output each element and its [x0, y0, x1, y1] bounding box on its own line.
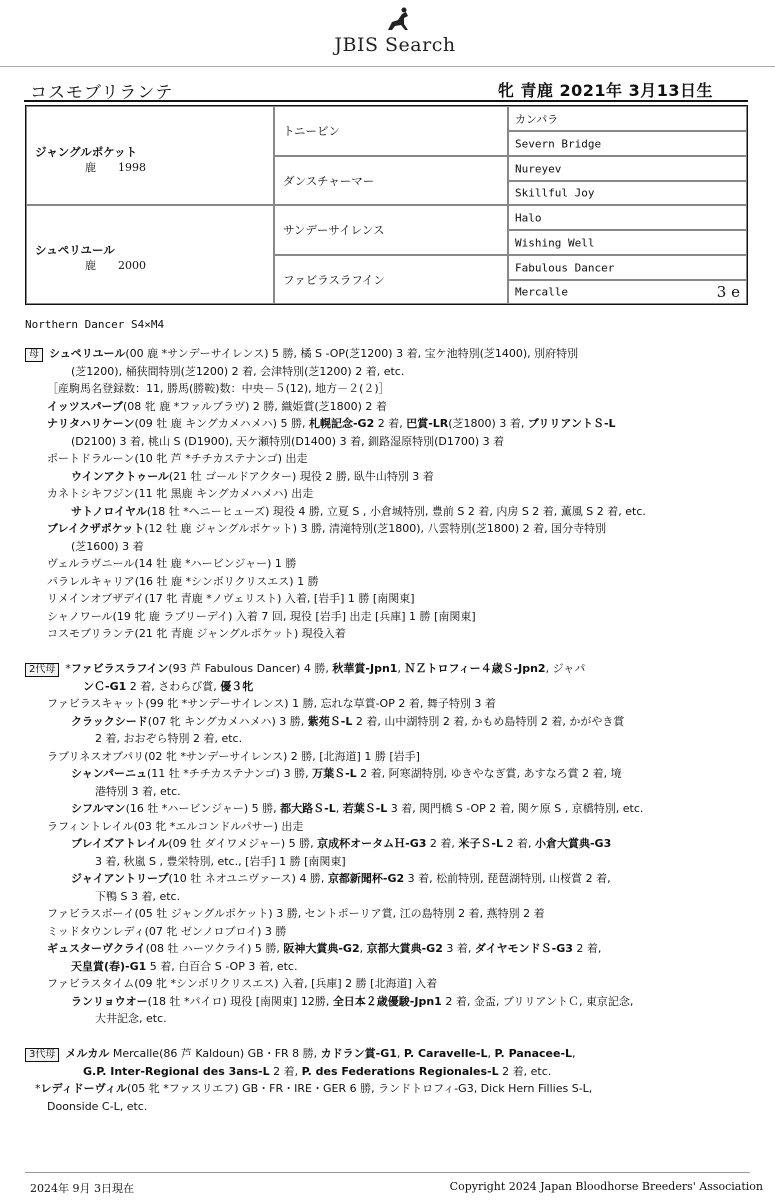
record-text: (18 牡 *ヘニーヒューズ) 現役 4 勝, 立夏 S , 小倉城特別, 豊前 S 2 着, 内房 S 2 着, 薫風 S 2 着, etc.	[146, 504, 646, 518]
site-header	[0, 0, 775, 72]
record-text: カネトシキフジン(11 牝 黒鹿 キングカメハメハ) 出走	[47, 487, 314, 500]
horse-link[interactable]: メルカル	[65, 1047, 110, 1060]
record-text: (芝1600) 3 着	[71, 539, 144, 553]
pedigree-gen2-cell[interactable]	[274, 255, 508, 304]
record-line	[25, 800, 750, 818]
gen2-name: サンデーサイレンス	[283, 223, 385, 237]
record-line	[25, 363, 750, 381]
record-text: Doonside C-L, etc.	[47, 1099, 148, 1113]
gen3-name: Mercalle	[515, 285, 568, 299]
record-text: 下鴨 S 3 着, etc.	[95, 889, 181, 903]
record-text: , ジャパ	[545, 662, 586, 675]
generation-tag: 3代母	[25, 1048, 59, 1062]
record-text: 2 着, 金盃, ブリリアントＣ, 東京記念,	[441, 994, 634, 1008]
pedigree-gen2-cell[interactable]	[274, 156, 508, 205]
record-text: 3 着, 秋嵐 S , 豊栄特別, etc., [岩手] 1 勝 [南関東]	[95, 854, 346, 868]
record-line	[25, 660, 750, 678]
family-number: 3 e	[716, 283, 740, 301]
record-text: *	[35, 1082, 41, 1095]
record-line	[25, 783, 750, 801]
record-text: ［産駒馬名登録数：11, 勝馬(勝鞍)数：中央－５(12), 地方－２(２)］	[47, 382, 390, 395]
pedigree-sire-cell[interactable]	[26, 106, 274, 205]
jbis-logo[interactable]	[330, 6, 460, 62]
record-line	[25, 975, 750, 993]
gen3-name: Skillful Joy	[515, 186, 595, 200]
record-text: ファビラスボーイ(05 牡 ジャングルポケット) 3 勝, セントポーリア賞, 江の島特別 2 着, 燕特別 2 着	[47, 907, 545, 920]
section-gap	[25, 1028, 750, 1046]
horse-link[interactable]: 全日本２歳優駿-Jpn1	[332, 994, 442, 1008]
record-line	[25, 398, 750, 416]
section-gap	[25, 643, 750, 661]
record-text: ,	[335, 802, 343, 815]
horse-link[interactable]: 天皇賞(春)-G1	[71, 959, 147, 973]
record-line	[25, 590, 750, 608]
record-text: 2 着,	[269, 1064, 302, 1078]
horse-link[interactable]: シャンパーニュ	[71, 767, 148, 780]
horse-link[interactable]: 札幌記念-G2	[308, 417, 375, 430]
record-line	[25, 345, 750, 363]
record-line	[25, 958, 750, 976]
gen3-name: Fabulous Dancer	[515, 261, 615, 274]
gen2-name: ファビラスラフイン	[283, 272, 385, 287]
horse-link[interactable]: 都大路Ｓ-L	[280, 802, 336, 815]
horse-link[interactable]: クラックシード	[71, 714, 148, 728]
record-text: ファビラスタイム(09 牝 *シンボリクリスエス) 入着, [兵庫] 2 勝 [北海道] 入着	[47, 977, 438, 990]
horse-link[interactable]: ファビラスラフイン	[70, 662, 169, 675]
horse-link[interactable]: P. Caravelle-L	[403, 1047, 488, 1060]
pedigree-table	[25, 105, 748, 305]
footer-date: 2024年 9月 3日現在	[30, 1182, 134, 1195]
horse-link[interactable]: ブレイクザポケット	[47, 522, 145, 535]
gen3-name: Wishing Well	[515, 236, 595, 249]
record-text: 2 着,	[502, 837, 535, 850]
record-text: ラブリネスオブパリ(02 牝 *サンデーサイレンス) 2 勝, [北海道] 1 勝 [岩手]	[47, 749, 420, 763]
horse-link[interactable]: 京都新聞杯-G2	[327, 872, 405, 885]
horse-link[interactable]: シュペリユール	[49, 347, 126, 360]
logo-text: JBIS Search	[334, 34, 456, 56]
record-text: ,	[396, 1047, 404, 1060]
horse-link[interactable]: ブレイズアトレイル	[71, 837, 169, 850]
record-text: ,	[487, 1047, 495, 1060]
record-line	[25, 993, 750, 1011]
horse-link[interactable]: 万葉Ｓ-L	[312, 767, 357, 780]
record-line	[25, 923, 750, 941]
generation-tag: 2代母	[25, 663, 59, 677]
record-text: (08 牝 鹿 *ファルブラヴ) 2 勝, 織姫賞(芝1800) 2 着	[123, 399, 387, 413]
pedigree-gen3-cell[interactable]	[508, 131, 747, 156]
dam-details: 鹿 2000	[85, 259, 146, 272]
record-line	[25, 678, 750, 696]
record-text: ポートドラルーン(10 牝 芦 *チチカステナンゴ) 出走	[47, 452, 308, 465]
gen3-name: カンパラ	[515, 112, 559, 126]
footer-divider	[25, 1172, 750, 1173]
record-line	[25, 468, 750, 486]
record-text: 5 着, 白百合 S -OP 3 着, etc.	[146, 959, 298, 973]
record-line	[25, 940, 750, 958]
horse-link[interactable]: 米子Ｓ-L	[458, 837, 503, 850]
inbreeding-note: Northern Dancer S4×M4	[25, 318, 165, 331]
horse-link[interactable]: 阪神大賞典-G2	[283, 942, 360, 955]
horse-link[interactable]: ンＣ-G1	[83, 679, 127, 693]
record-text: 港特別 3 着, etc.	[95, 784, 181, 798]
record-text: 2 着,	[374, 417, 407, 430]
record-line	[25, 1045, 750, 1063]
horse-link[interactable]: 優３牝	[220, 679, 254, 693]
gen3-name: Nureyev	[515, 162, 562, 175]
record-text: (07 牝 キングカメハメハ) 3 勝,	[147, 714, 308, 728]
record-line	[25, 905, 750, 923]
record-text: 3 着, 松前特別, 琵琶湖特別, 山桜賞 2 着,	[404, 872, 611, 885]
record-text: (12 牡 鹿 ジャングルポケット) 3 勝, 清滝特別(芝1800), 八雲特別(芝1800) 2 着, 国分寺特別	[144, 522, 607, 535]
record-text: (05 牝 *ファスリエフ) GB・FR・IRE・GER 6 勝, ランドトロフィ-G3, Dick Hern Fillies S-L,	[126, 1082, 593, 1095]
record-line	[25, 555, 750, 573]
record-text: (93 芦 Fabulous Dancer) 4 勝,	[168, 662, 333, 675]
record-text: (00 鹿 *サンデーサイレンス) 5 勝, 橘 S -OP(芝1200) 3 着, 宝ケ池特別(芝1400), 別府特別	[125, 347, 579, 360]
record-line	[25, 503, 750, 521]
horse-link[interactable]: ＮＺトロフィー４歳Ｓ-Jpn2	[404, 662, 546, 675]
gen2-name: トニービン	[283, 124, 341, 138]
record-text: 2 着,	[572, 942, 602, 955]
record-text: シャノワール(19 牝 鹿 ラブリーデイ) 入着 7 回, 現役 [岩手] 出走 [兵庫] 1 勝 [南関東]	[47, 609, 476, 623]
footer-copyright: Copyright 2024 Japan Bloodhorse Breeders' Association	[449, 1180, 763, 1193]
record-text: (08 牡 ハーツクライ) 5 勝,	[145, 942, 284, 955]
horse-link[interactable]: ダイヤモンドＳ-G3	[474, 942, 573, 955]
record-line	[25, 695, 750, 713]
record-line	[25, 608, 750, 626]
pedigree-gen2-cell[interactable]	[274, 106, 508, 156]
record-text: リメインオブザデイ(17 牝 青鹿 *ノヴェリスト) 入着, [岩手] 1 勝 [南関東]	[47, 592, 415, 605]
record-text: コスモブリランテ(21 牝 青鹿 ジャングルポケット) 現役入着	[47, 627, 346, 640]
record-text: 2 着, etc.	[498, 1064, 552, 1078]
horse-link[interactable]: ギュスターヴクライ	[47, 942, 146, 955]
record-text: 2 着, さわらび賞,	[126, 679, 221, 693]
pedigree-gen3-cell[interactable]	[508, 280, 747, 304]
record-text: (16 牡 *ハービンジャー) 5 勝,	[125, 802, 281, 815]
record-text: (21 牡 ゴールドアクター) 現役 2 勝, 臥牛山特別 3 着	[168, 469, 434, 483]
pedigree-gen3-cell[interactable]	[508, 205, 747, 230]
record-line	[25, 1098, 750, 1116]
horse-link[interactable]: ランリョウオー	[71, 994, 148, 1008]
record-text: 2 着, 阿寒湖特別, ゆきやなぎ賞, あすなろ賞 2 着, 境	[356, 767, 622, 780]
record-text: (09 牡 鹿 キングカメハメハ) 5 勝,	[134, 417, 309, 430]
record-text: パラレルキャリア(16 牡 鹿 *シンボリクリスエス) 1 勝	[47, 574, 319, 588]
record-line	[25, 538, 750, 556]
horse-link[interactable]: ナリタハリケーン	[47, 417, 135, 430]
record-line	[25, 415, 750, 433]
record-text: ファビラスキャット(99 牝 *サンデーサイレンス) 1 勝, 忘れな草賞-OP 2 着, 舞子特別 3 着	[47, 697, 496, 710]
horse-link[interactable]: レディドーヴィル	[40, 1082, 127, 1095]
sire-name: ジャングルポケット	[35, 145, 138, 159]
sire-details: 鹿 1998	[85, 161, 146, 174]
pedigree-gen3-cell[interactable]	[508, 230, 747, 255]
record-text: (10 牡 ネオユニヴァース) 4 勝,	[168, 872, 328, 885]
record-line	[25, 765, 750, 783]
horse-link[interactable]: ブリリアントＳ-L	[527, 417, 616, 430]
record-text: ミッドタウンレディ(07 牝 ゼンノロブロイ) 3 勝	[47, 924, 287, 938]
header-divider	[0, 66, 775, 67]
horse-link[interactable]: 紫苑Ｓ-L	[307, 714, 353, 728]
horse-link[interactable]: ジャイアントリープ	[71, 872, 169, 885]
record-text: 2 着,	[426, 837, 459, 850]
pedigree-gen3-cell[interactable]	[508, 255, 747, 280]
record-line	[25, 1063, 750, 1081]
record-text: (芝1200), 桶狭間特別(芝1200) 2 着, 会津特別(芝1200) 2 着, etc.	[71, 364, 405, 378]
dam-name: シュペリユール	[35, 243, 115, 257]
horse-link[interactable]: ウインアクトゥール	[71, 469, 169, 483]
record-text: 3 着,	[442, 942, 475, 955]
horse-name: コスモブリランテ	[30, 83, 174, 103]
pedigree-gen2-cell[interactable]	[274, 205, 508, 255]
pedigree-gen3-cell[interactable]	[508, 106, 747, 131]
gen2-name: ダンスチャーマー	[283, 173, 375, 188]
record-text: ラフィントレイル(03 牝 *エルコンドルパサー) 出走	[47, 819, 304, 833]
record-text: 2 着, 山中湖特別 2 着, かもめ島特別 2 着, かがやき賞	[352, 714, 625, 728]
horse-link[interactable]: シフルマン	[71, 802, 126, 815]
gen3-name: Severn Bridge	[515, 137, 602, 150]
pedigree-gen3-cell[interactable]	[508, 181, 747, 205]
horse-link[interactable]: 京都大賞典-G2	[366, 942, 443, 955]
record-line	[25, 835, 750, 853]
record-text: ヴェルラヴニール(14 牡 鹿 *ハービンジャー) 1 勝	[47, 557, 297, 570]
title-divider	[24, 100, 748, 102]
record-text: Mercalle(86 芦 Kaldoun) GB・FR 8 勝,	[109, 1047, 321, 1060]
horse-link[interactable]: カドラン賞-G1	[320, 1047, 397, 1060]
horse-link[interactable]: 小倉大賞典-G3	[534, 837, 612, 850]
record-line	[25, 818, 750, 836]
record-line	[25, 853, 750, 871]
title-row	[0, 72, 775, 102]
horse-link[interactable]: イッツスパーブ	[47, 399, 124, 413]
record-text: (芝1800) 3 着,	[448, 417, 528, 430]
record-text: *	[65, 662, 71, 675]
record-line	[25, 730, 750, 748]
generation-tag: 母	[25, 348, 43, 362]
record-line	[25, 433, 750, 451]
record-text: 大井記念, etc.	[95, 1012, 167, 1025]
record-line	[25, 380, 750, 398]
record-text: (09 牡 ダイワメジャー) 5 勝,	[168, 837, 318, 850]
horse-link[interactable]: P. des Federations Regionales-L	[301, 1064, 499, 1078]
record-line	[25, 520, 750, 538]
record-line	[25, 1010, 750, 1028]
record-line	[25, 625, 750, 643]
record-text: ,	[572, 1047, 576, 1060]
record-text: ,	[359, 942, 367, 955]
record-line	[25, 450, 750, 468]
horse-link[interactable]: P. Panacee-L	[494, 1047, 573, 1060]
record-text: (11 牡 *チチカステナンゴ) 3 勝,	[147, 767, 313, 780]
record-line	[25, 870, 750, 888]
horse-link[interactable]: 巴賞-LR	[406, 417, 449, 430]
record-line	[25, 485, 750, 503]
record-text: (D2100) 3 着, 桃山 S (D1900), 天ケ瀬特別(D1400) 3 着, 釧路湿原特別(D1700) 3 着	[71, 434, 505, 448]
horse-link[interactable]: G.P. Inter-Regional des 3ans-L	[83, 1064, 270, 1078]
record-line	[25, 713, 750, 731]
horse-link[interactable]: 秋華賞-Jpn1	[332, 662, 398, 675]
record-line	[25, 573, 750, 591]
horse-link[interactable]: 若葉Ｓ-L	[342, 802, 388, 815]
horse-rider-icon	[382, 6, 412, 36]
record-line	[25, 748, 750, 766]
horse-link[interactable]: 京成杯オータムＨ-G3	[317, 837, 427, 850]
record-text: 3 着, 関門橋 S -OP 2 着, 関ケ原 S , 京橋特別, etc.	[387, 802, 644, 815]
pedigree-gen3-cell[interactable]	[508, 156, 747, 181]
pedigree-dam-cell[interactable]	[26, 205, 274, 304]
record-text: 2 着, おおぞら特別 2 着, etc.	[95, 732, 243, 745]
record-line	[25, 888, 750, 906]
record-line	[25, 1080, 750, 1098]
record-text: ,	[397, 662, 405, 675]
horse-info: 牝 青鹿 2021年 3月13日生	[497, 81, 713, 100]
gen3-name: Halo	[515, 211, 542, 224]
family-record	[25, 345, 750, 1115]
record-text: (18 牡 *パイロ) 現役 [南関東] 12勝,	[147, 994, 333, 1008]
horse-link[interactable]: サトノロイヤル	[71, 504, 147, 518]
